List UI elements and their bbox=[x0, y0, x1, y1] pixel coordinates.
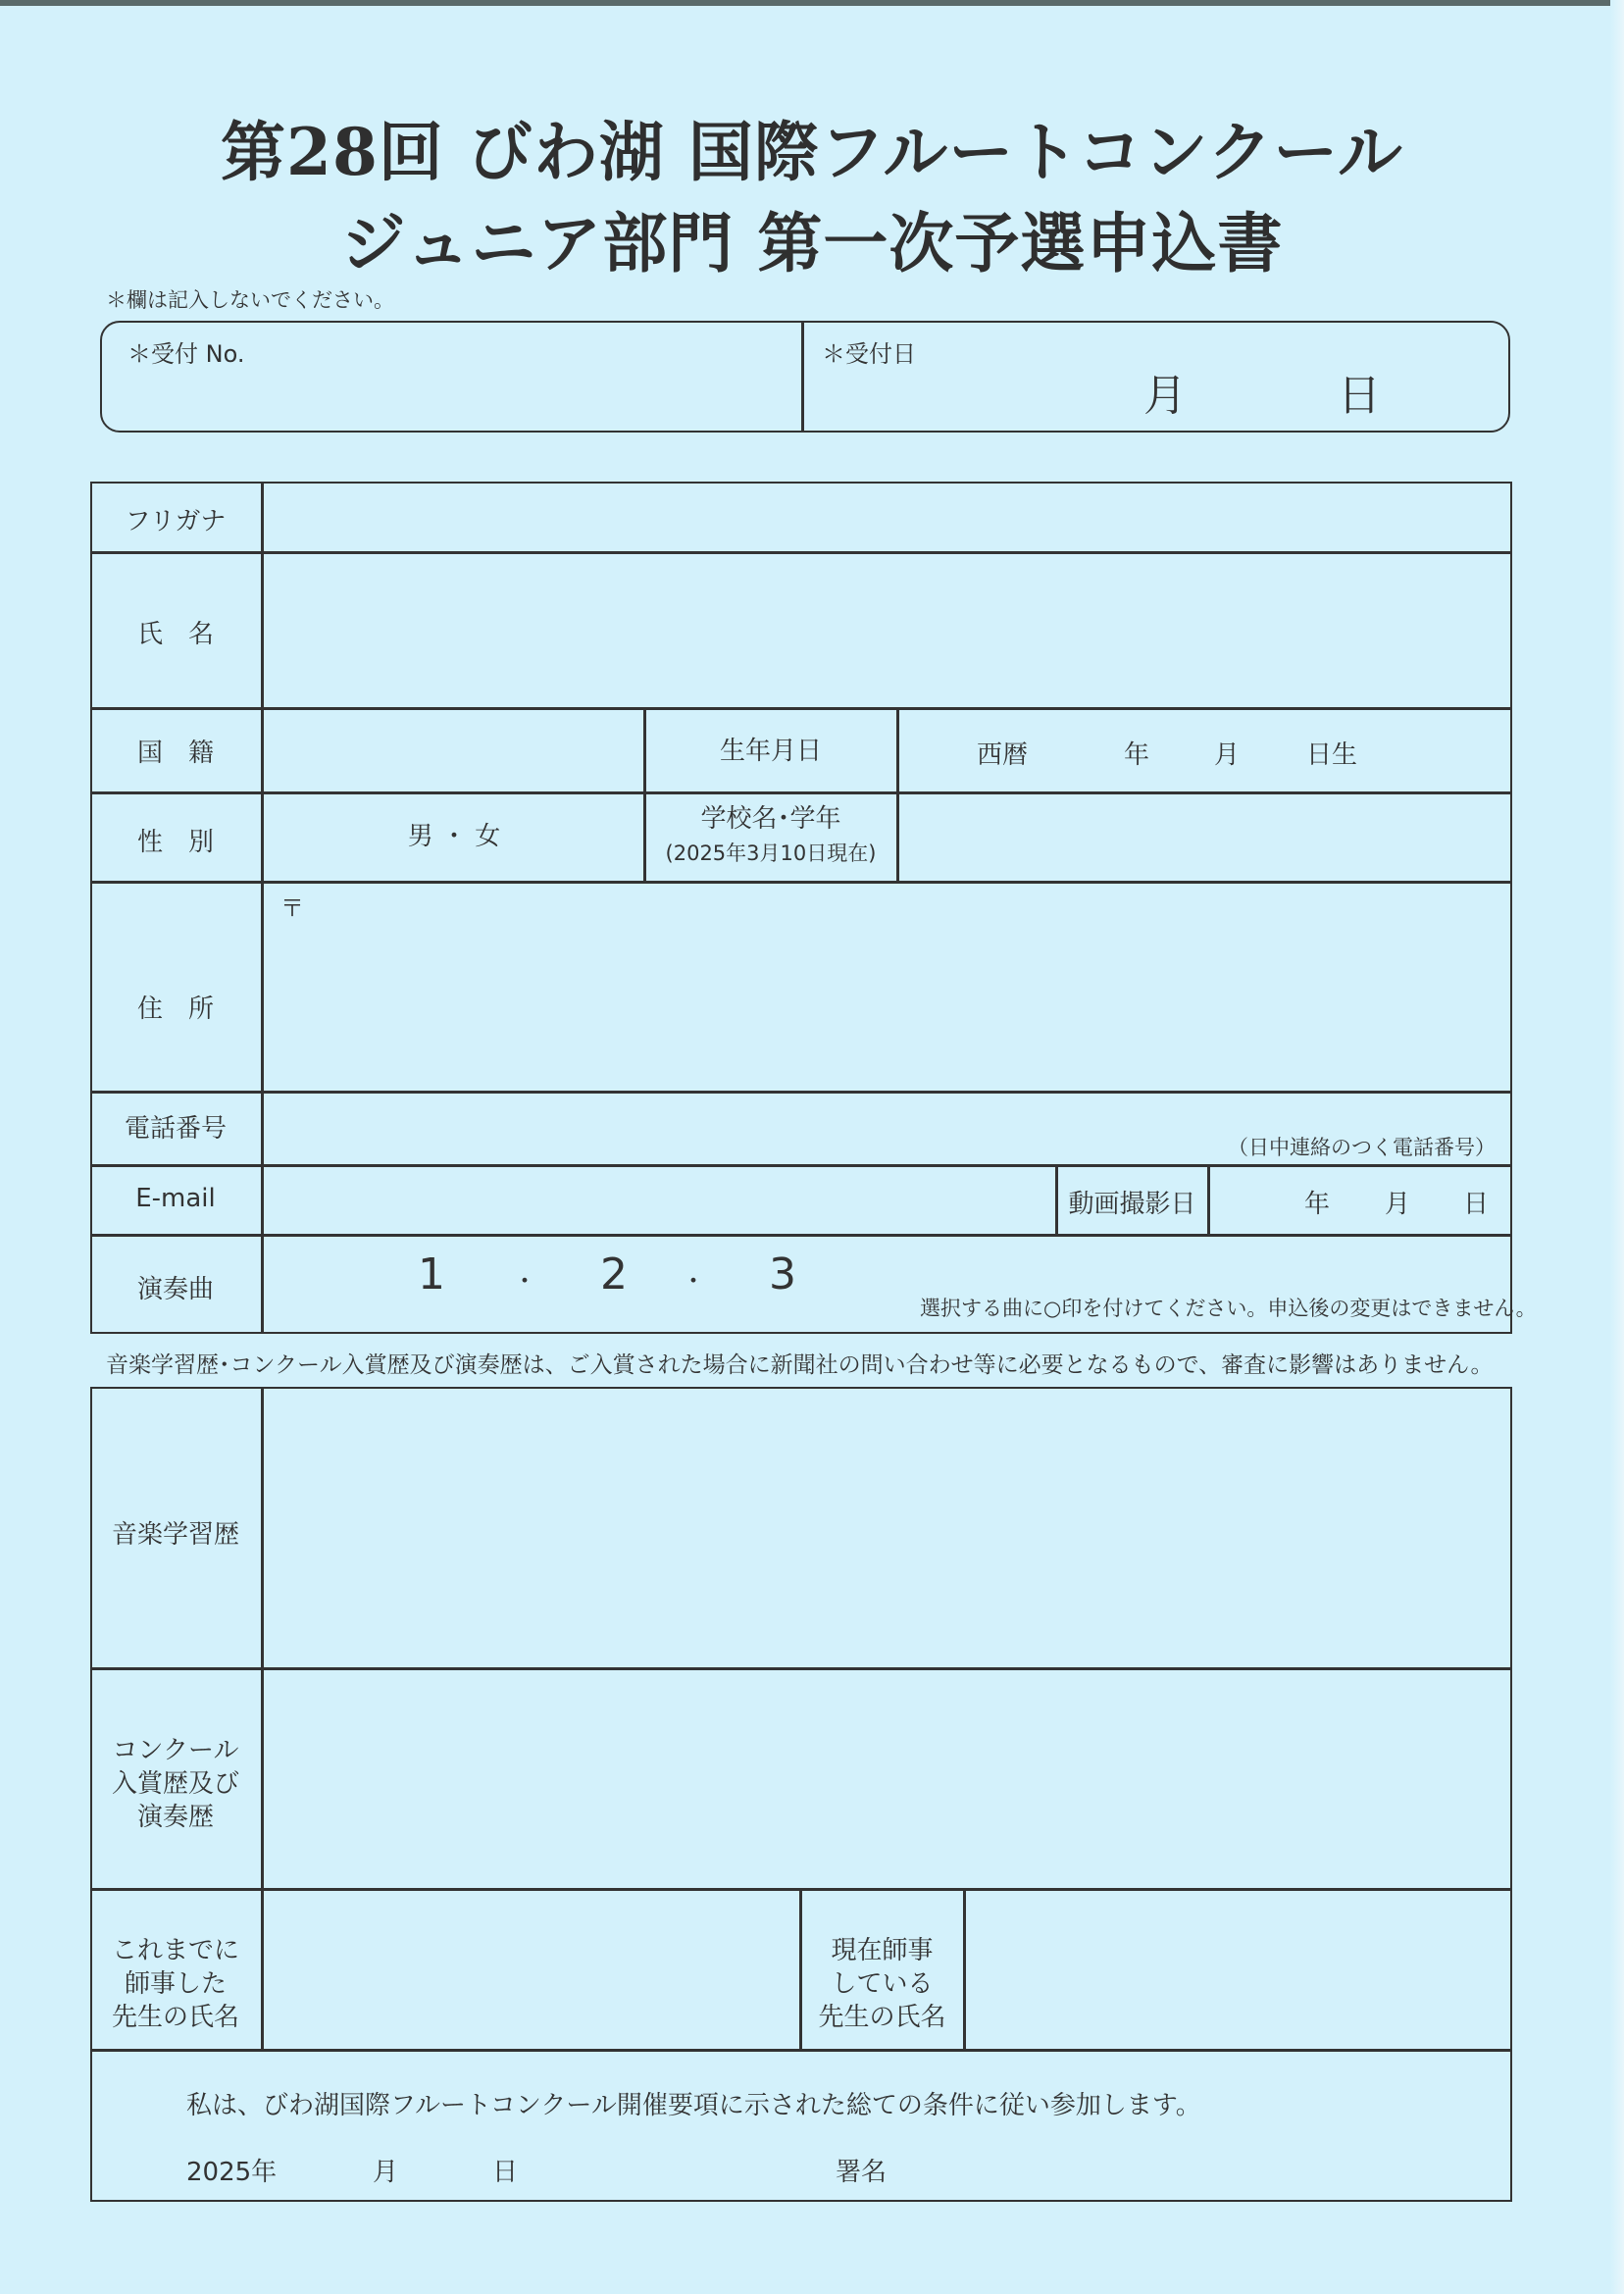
birthdate-era: 西暦 bbox=[977, 740, 1029, 770]
piece-label: 演奏曲 bbox=[136, 1275, 214, 1304]
email-field[interactable] bbox=[265, 1167, 1053, 1232]
video-year: 年 bbox=[1304, 1190, 1331, 1219]
music-study-label: 音楽学習歴 bbox=[111, 1520, 239, 1550]
competition-label: コンクール 入賞歴及び 演奏歴 bbox=[111, 1736, 239, 1832]
current-teacher-field[interactable] bbox=[967, 1891, 1510, 2047]
scan-right-edge bbox=[1610, 0, 1624, 2294]
birthdate-day: 日生 bbox=[1306, 740, 1358, 770]
reception-day: 日 bbox=[1338, 371, 1381, 421]
school-label: 学校名･学年 bbox=[700, 804, 841, 834]
form-title-line2: ジュニア部門 第一次予選申込書 bbox=[340, 205, 1284, 281]
video-month: 月 bbox=[1385, 1190, 1411, 1219]
declaration-text: 私は、びわ湖国際フルートコンクール開催要項に示された総ての条件に従い参加します。 bbox=[186, 2091, 1201, 2120]
form-title-line1: 第28回 びわ湖 国際フルートコンクール bbox=[221, 114, 1403, 190]
furigana-input[interactable] bbox=[265, 484, 1510, 549]
furigana-field[interactable] bbox=[265, 554, 1510, 705]
birthdate-month: 月 bbox=[1214, 740, 1241, 770]
reception-number-label: ＊受付 No. bbox=[127, 340, 245, 368]
address-label: 住 所 bbox=[136, 994, 214, 1024]
furigana-label: フリガナ bbox=[125, 507, 227, 536]
gender-label: 性 別 bbox=[136, 828, 214, 857]
school-date-note: (2025年3月10日現在) bbox=[665, 841, 877, 865]
school-field[interactable] bbox=[900, 794, 1510, 879]
scan-top-edge bbox=[0, 0, 1624, 6]
reception-divider bbox=[801, 323, 804, 431]
nationality-label: 国 籍 bbox=[136, 739, 214, 768]
current-teacher-label: 現在師事 している 先生の氏名 bbox=[818, 1936, 946, 2032]
phone-label: 電話番号 bbox=[124, 1114, 227, 1144]
piece-dot-2: ・ bbox=[681, 1267, 707, 1297]
birthdate-year: 年 bbox=[1124, 740, 1150, 770]
history-note: 音楽学習歴･コンクール入賞歴及び演奏歴は、ご入賞された場合に新聞社の問い合わせ等に必要となるもので、審査に影響はありません。 bbox=[106, 1352, 1494, 1378]
piece-option-1[interactable]: 1 bbox=[418, 1249, 445, 1300]
competition-field[interactable] bbox=[265, 1670, 1510, 1886]
reception-month: 月 bbox=[1143, 371, 1187, 421]
name-label: 氏 名 bbox=[136, 620, 214, 649]
video-day: 日 bbox=[1463, 1190, 1490, 1219]
piece-dot-1: ・ bbox=[512, 1267, 538, 1297]
declaration-day: 日 bbox=[492, 2158, 519, 2187]
past-teacher-field[interactable] bbox=[265, 1891, 797, 2047]
email-label: E-mail bbox=[135, 1184, 216, 1213]
piece-note: 選択する曲に○印を付けてください。申込後の変更はできません。 bbox=[920, 1297, 1537, 1320]
phone-note: （日中連絡のつく電話番号） bbox=[1228, 1136, 1496, 1159]
postal-mark: 〒 bbox=[280, 894, 304, 922]
reception-date-label: ＊受付日 bbox=[822, 340, 916, 368]
birthdate-label: 生年月日 bbox=[719, 737, 822, 766]
gender-options[interactable]: 男 ・ 女 bbox=[407, 822, 501, 851]
piece-option-3[interactable]: 3 bbox=[769, 1249, 796, 1300]
signature-field[interactable] bbox=[912, 2138, 1500, 2195]
declaration-month: 月 bbox=[373, 2158, 399, 2187]
past-teacher-label: これまでに 師事した 先生の氏名 bbox=[111, 1936, 239, 2032]
reception-box bbox=[100, 321, 1510, 433]
declaration-year: 2025年 bbox=[186, 2158, 278, 2187]
video-date-label: 動画撮影日 bbox=[1068, 1190, 1196, 1219]
piece-option-2[interactable]: 2 bbox=[600, 1249, 628, 1300]
nationality-field[interactable] bbox=[265, 710, 641, 790]
signature-label: 署名 bbox=[836, 2158, 888, 2187]
asterisk-note: ＊欄は記入しないでください。 bbox=[106, 288, 394, 312]
music-study-field[interactable] bbox=[265, 1390, 1510, 1665]
